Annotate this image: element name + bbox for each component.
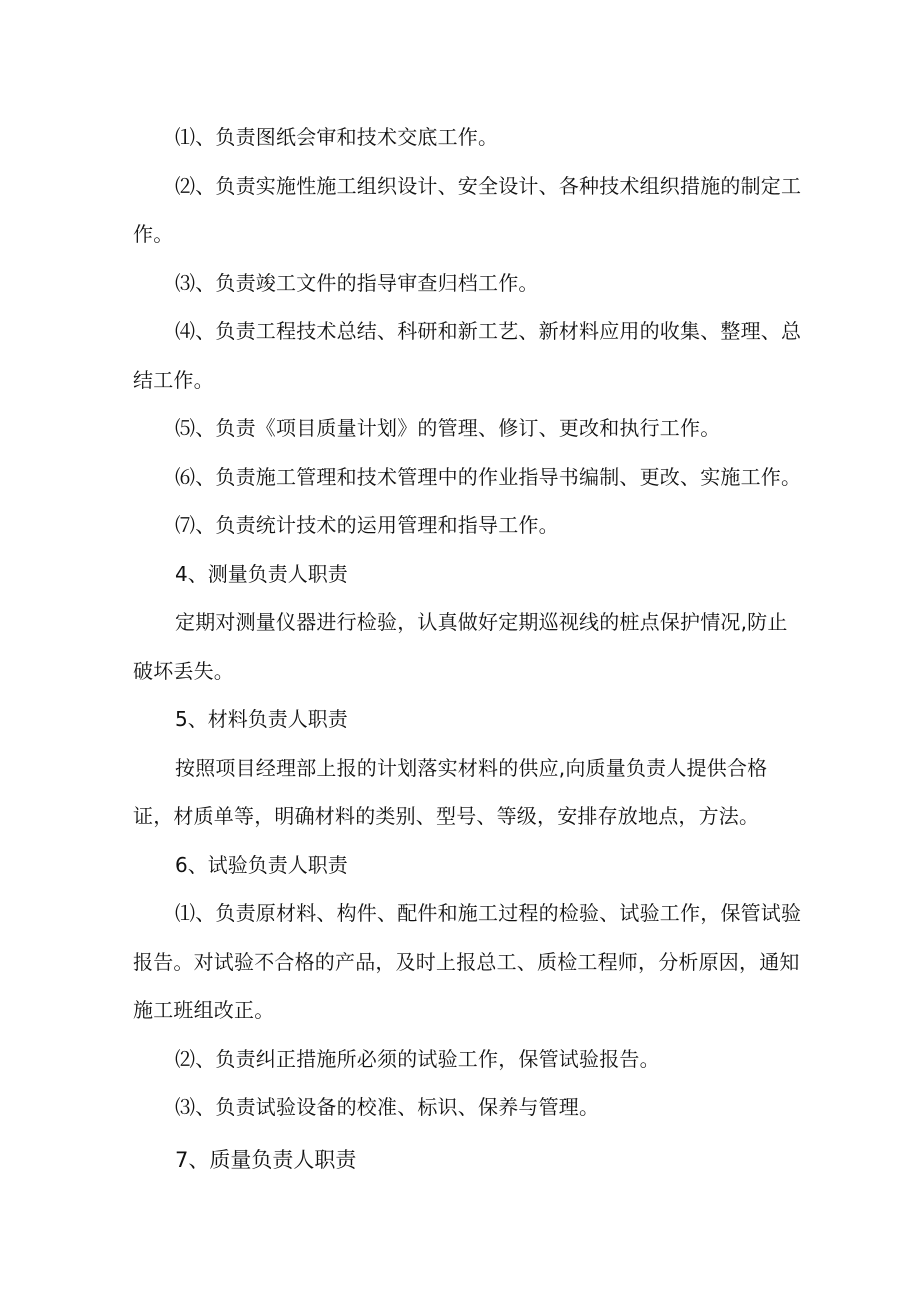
paragraph-item-5: ⑸、负责《项目质量计划》的管理、修订、更改和执行工作。 (175, 416, 721, 440)
section-heading-materials: 5、材料负责人职责 (175, 707, 348, 731)
paragraph-testing-item-3: ⑶、负责试验设备的校准、标识、保养与管理。 (175, 1095, 600, 1119)
paragraph-item-4: ⑷、负责工程技术总结、科研和新工艺、新材料应用的收集、整理、总结工作。 (133, 319, 802, 392)
paragraph-testing-item-2: ⑵、负责纠正措施所必须的试验工作，保管试验报告。 (175, 1046, 660, 1071)
paragraph-item-3: ⑶、负责竣工文件的指导审查归档工作。 (175, 270, 539, 295)
section-heading-testing: 6、试验负责人职责 (175, 852, 348, 877)
paragraph-testing-item-1: ⑴、负责原材料、构件、配件和施工过程的检验、试验工作，保管试验报告。对试验不合格的产品，及时上报总工、质检工程师，分析原因，通知施工班组改正。 (133, 901, 802, 1022)
paragraph-materials-duty: 按照项目经理部上报的计划落实材料的供应,向质量负责人提供合格证，材质单等，明确材料的类别、型号、等级，安排存放地点，方法。 (133, 755, 768, 828)
paragraph-item-1: ⑴、负责图纸会审和技术交底工作。 (175, 125, 499, 149)
paragraph-item-2: ⑵、负责实施性施工组织设计、安全设计、各种技术组织措施的制定工作。 (133, 173, 802, 246)
paragraph-item-7: ⑺、负责统计技术的运用管理和指导工作。 (175, 513, 559, 537)
paragraph-item-6: ⑹、负责施工管理和技术管理中的作业指导书编制、更改、实施工作。 (175, 464, 802, 489)
section-heading-quality: 7、质量负责人职责 (175, 1147, 357, 1172)
document-body (133, 113, 805, 1184)
paragraph-survey-duty: 定期对测量仪器进行检验，认真做好定期巡视线的桩点保护情况,防止破坏丢失。 (133, 610, 788, 683)
section-heading-survey: 4、测量负责人职责 (175, 561, 348, 586)
